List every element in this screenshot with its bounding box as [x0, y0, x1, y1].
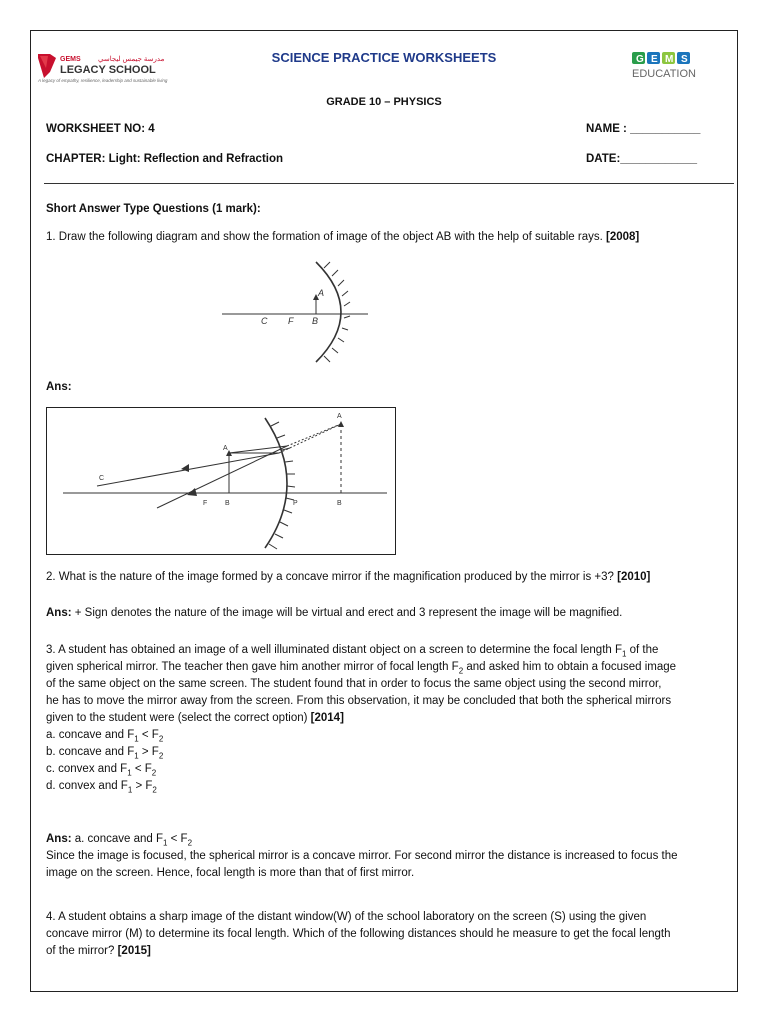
- concave-mirror-diagram: [216, 256, 376, 366]
- q3-explanation-1: Since the image is focused, the spherical mirror is a concave mirror. For second mirror the distance is increased to focus the: [46, 850, 678, 862]
- q4-year: [2015]: [117, 945, 151, 957]
- q3-ans-text: a. concave and F: [71, 833, 163, 845]
- ans-label-q1: Ans:: [46, 381, 72, 393]
- q3-line-1-end: of the: [626, 644, 659, 656]
- q3-line-1: 3. A student has obtained an image of a well illuminated distant object on a screen to determine the focal length F: [46, 644, 622, 656]
- q1-label-c: C: [261, 316, 268, 326]
- q4-line-1: 4. A student obtains a sharp image of the distant window(W) of the school laboratory on the screen (S) using the given: [46, 911, 647, 923]
- q3-year: [2014]: [310, 712, 344, 724]
- q3-option-a: a. concave and $F_1 < F_2$: [46, 729, 164, 744]
- chapter-label: CHAPTER: Light: Reflection and Refraction: [46, 153, 284, 165]
- gems-education-logo: [628, 50, 708, 86]
- q1-label-a: A: [318, 288, 325, 298]
- q2-ans-label: Ans:: [46, 607, 72, 619]
- q3-line-1-sub: 1: [622, 649, 627, 659]
- school-tagline: A legacy of empathy, resilience, leadership and sustainable living: [38, 78, 168, 83]
- q3-ans-label: Ans:: [46, 833, 72, 845]
- ans-label-b-image: B: [337, 500, 342, 507]
- answer-2: [46, 605, 736, 622]
- svg-text:GEMS: GEMS: [60, 56, 81, 63]
- divider-line: [44, 183, 734, 184]
- q3-line-2-sub: 2: [458, 666, 464, 676]
- svg-text:G: G: [636, 54, 644, 65]
- question-4: [46, 909, 736, 960]
- name-field-label: NAME : ___________: [586, 123, 701, 135]
- q3-line-2-end: and asked him to obtain a focused image: [463, 661, 677, 673]
- section-title: Short Answer Type Questions (1 mark):: [46, 203, 261, 215]
- ans-label-a-image: A: [337, 413, 342, 420]
- q1-year: [2008]: [605, 231, 640, 243]
- question-3: [46, 642, 736, 795]
- svg-text:S: S: [681, 54, 688, 65]
- svg-text:M: M: [665, 54, 674, 65]
- q3-explanation-2: image on the screen. Hence, focal length is more than that of first mirror.: [46, 867, 415, 879]
- ans-label-p: P: [293, 500, 298, 507]
- q3-option-c: c. convex and $F_1 < F_2$: [46, 763, 157, 778]
- q3-option-b: b. concave and $F_1 > F_2$: [46, 746, 164, 761]
- ans-label-b: B: [225, 500, 230, 507]
- grade-label: GRADE 10 – PHYSICS: [326, 96, 442, 108]
- ans-label-a: A: [223, 445, 228, 452]
- q3-option-d: d. convex and $F_1 > F_2$: [46, 780, 157, 795]
- q2-year: [2010]: [617, 571, 651, 583]
- q4-line-3: of the mirror?: [46, 945, 115, 957]
- question-2: [46, 569, 736, 586]
- worksheet-title: SCIENCE PRACTICE WORKSHEETS: [271, 50, 497, 65]
- q3-line-3: of the same object on the same screen. The student found that in order to focus the same object using the second mirror,: [46, 678, 662, 690]
- q1-text: 1. Draw the following diagram and show the formation of image of the object AB with the help of suitable rays.: [46, 231, 603, 243]
- q4-line-2: concave mirror (M) to determine its focal length. Which of the following distances should he measure to get the focal length: [46, 928, 671, 940]
- q2-text: 2. What is the nature of the image formed by a concave mirror if the magnification produced by the mirror is +3?: [46, 571, 614, 583]
- ans-label-f: F: [203, 500, 208, 507]
- date-field-label: DATE:____________: [586, 153, 698, 165]
- ans-label-c: C: [99, 475, 105, 482]
- q1-label-b: B: [312, 316, 319, 326]
- school-name: LEGACY SCHOOL: [60, 64, 156, 76]
- answer-3: Ans: a. concave and $F_1 < F_2$ Since the image is focused, the spherical mirror is a concave mirror. For second mirror the distance is increased to focus the image on the screen. Hence, focal length is more than that of first mirror.: [46, 831, 736, 882]
- svg-text:مدرسة جيمس ليجاسي: مدرسة جيمس ليجاسي: [98, 56, 165, 63]
- q3-line-5: given to the student were (select the correct option): [46, 712, 308, 724]
- ray-diagram: [47, 408, 394, 553]
- education-text: EDUCATION: [632, 68, 696, 80]
- question-1-diagram: [216, 256, 376, 366]
- q2-ans-text: + Sign denotes the nature of the image will be virtual and erect and 3 represent the image will be magnified.: [74, 607, 623, 619]
- svg-text:E: E: [651, 54, 658, 65]
- q3-line-2: given spherical mirror. The teacher then gave him another mirror of focal length F: [46, 661, 459, 673]
- question-1: [46, 229, 736, 246]
- worksheet-number: WORKSHEET NO: 4: [46, 123, 155, 135]
- q3-line-4: he has to move the mirror away from the screen. From this observation, it may be concluded that both the spherical mirrors: [46, 695, 672, 707]
- q1-label-f: F: [288, 316, 294, 326]
- answer-diagram-box: [46, 407, 396, 555]
